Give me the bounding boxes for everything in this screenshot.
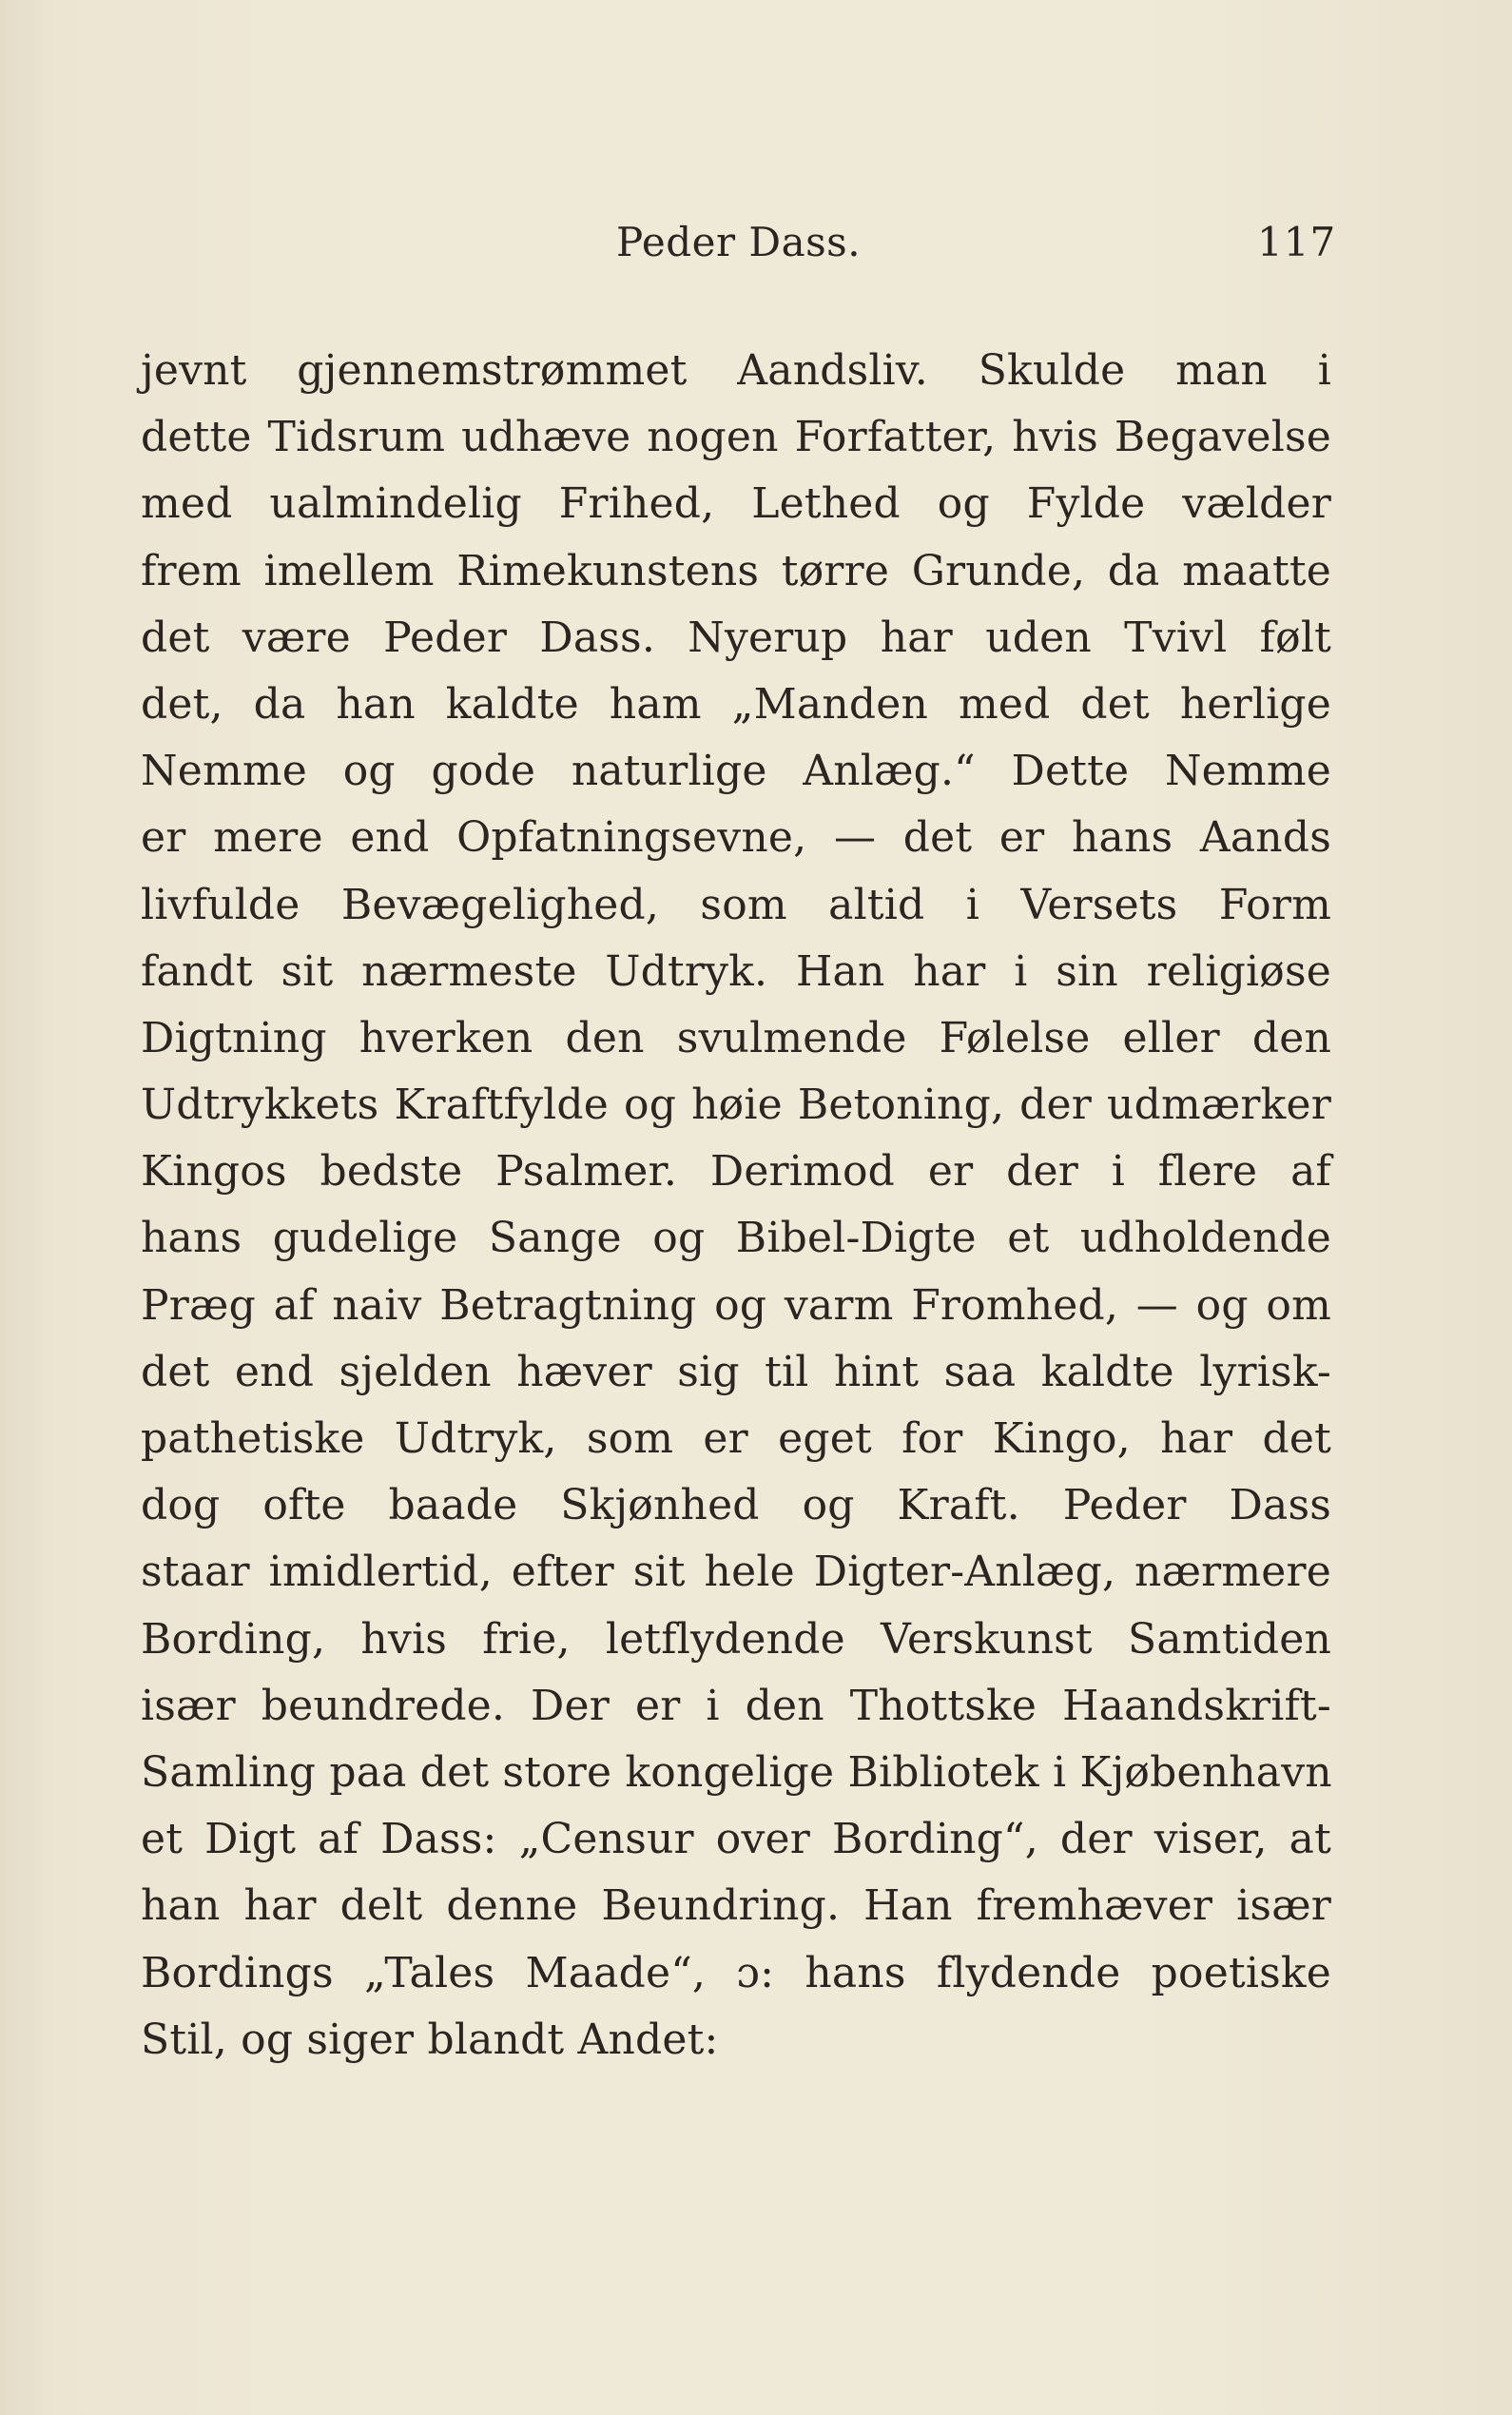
- text-line: Bordings „Tales Maade“, ɔ: hans flydende poetiske: [141, 1948, 1331, 1997]
- text-line: Stil, og siger blandt Andet:: [141, 2015, 719, 2064]
- text-line: pathetiske Udtryk, som er eget for Kingo, har det: [141, 1414, 1331, 1463]
- text-line: er mere end Opfatningsevne, — det er hans Aands: [141, 813, 1331, 863]
- text-line: jevnt gjennemstrømmet Aandsliv. Skulde man i: [141, 346, 1331, 395]
- text-line: med ualmindelig Frihed, Lethed og Fylde vælder: [141, 479, 1331, 529]
- running-header: [0, 211, 1512, 268]
- text-line: Bording, hvis frie, letflydende Verskunst Samtiden: [141, 1614, 1331, 1664]
- text-line: livfulde Bevægelighed, som altid i Versets Form: [141, 880, 1331, 929]
- text-line: Digtning hverken den svulmende Følelse eller den: [141, 1013, 1331, 1062]
- text-line: dog ofte baade Skjønhed og Kraft. Peder Dass: [141, 1481, 1331, 1530]
- text-line: han har delt denne Beundring. Han fremhæver især: [141, 1881, 1331, 1931]
- text-line: især beundrede. Der er i den Thottske Haandskrift-: [141, 1681, 1331, 1730]
- text-line: et Digt af Dass: „Censur over Bording“, der viser, at: [141, 1815, 1331, 1864]
- text-line: Nemme og gode naturlige Anlæg.“ Dette Nemme: [141, 747, 1331, 796]
- text-line: Præg af naiv Betragtning og varm Fromhed, — og om: [141, 1280, 1331, 1330]
- text-line: Kingos bedste Psalmer. Derimod er der i flere af: [141, 1147, 1331, 1197]
- text-line: det end sjelden hæver sig til hint saa kaldte lyrisk-: [141, 1347, 1331, 1396]
- text-line: fandt sit nærmeste Udtryk. Han har i sin religiøse: [141, 946, 1331, 996]
- text-line: dette Tidsrum udhæve nogen Forfatter, hvis Begavelse: [141, 413, 1331, 462]
- page-number: 117: [1257, 219, 1337, 265]
- text-line: Udtrykkets Kraftfylde og høie Betoning, der udmærker: [141, 1081, 1331, 1130]
- text-line: hans gudelige Sange og Bibel-Digte et udholdende: [141, 1214, 1331, 1263]
- text-line: staar imidlertid, efter sit hele Digter-Anlæg, nærmere: [141, 1548, 1331, 1597]
- text-line: frem imellem Rimekunstens tørre Grunde, da maatte: [141, 546, 1331, 595]
- text-line: Samling paa det store kongelige Bibliotek i Kjøbenhavn: [141, 1747, 1332, 1797]
- body-paragraph: [141, 338, 1331, 2074]
- running-title: Peder Dass.: [616, 219, 862, 265]
- text-line: det, da han kaldte ham „Manden med det herlige: [141, 679, 1331, 729]
- text-line: det være Peder Dass. Nyerup har uden Tvivl følt: [141, 613, 1331, 662]
